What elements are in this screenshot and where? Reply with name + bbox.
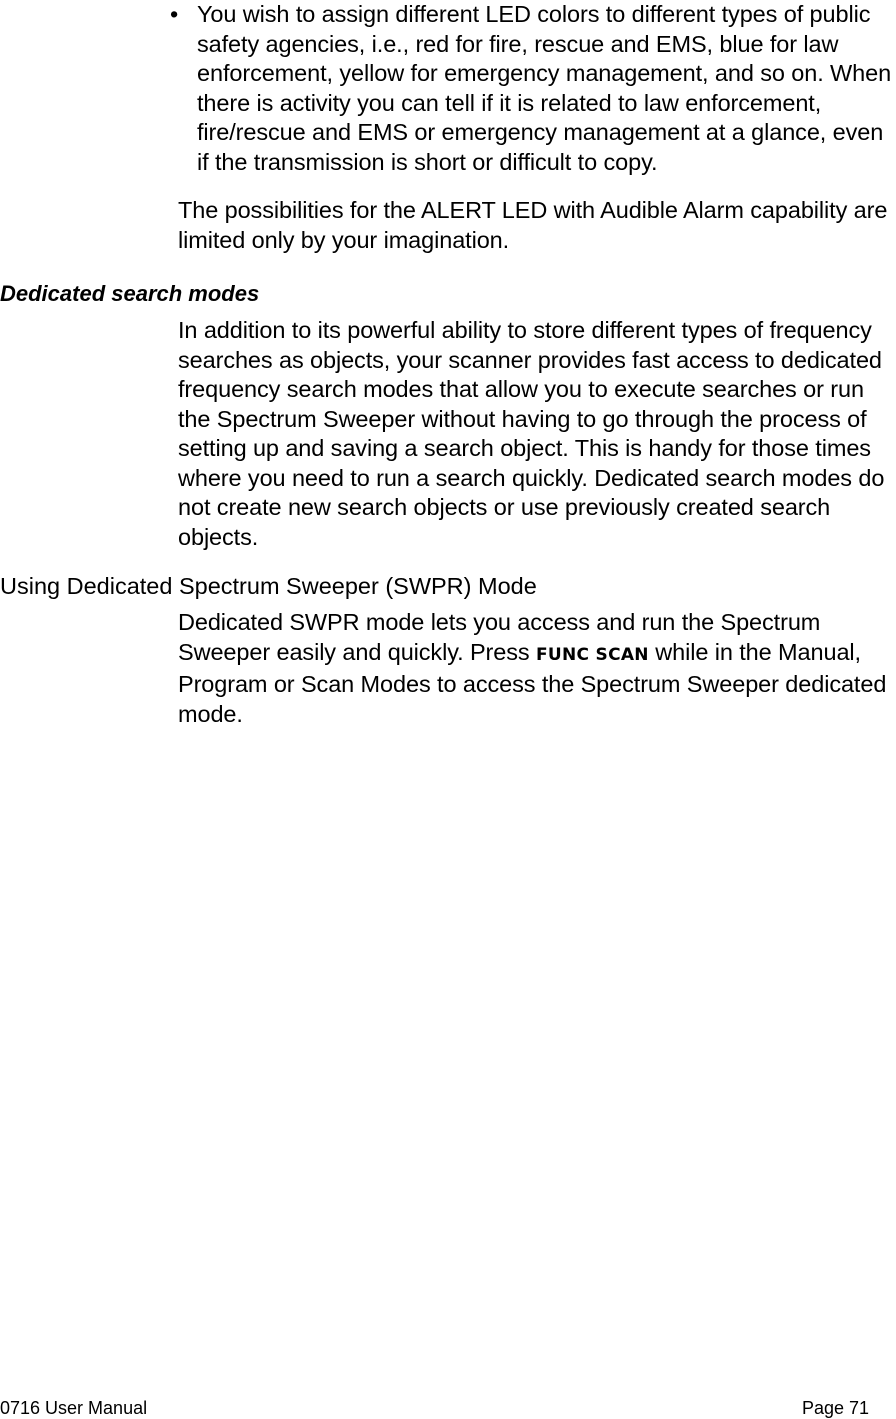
section-heading: Dedicated search modes — [0, 281, 260, 306]
swpr-text-before: Dedicated SWPR mode lets you access and run the Spectrum Sweeper easily and quickly. Press — [178, 609, 821, 665]
possibilities-paragraph: The possibilities for the ALERT LED with Audible Alarm capability are limited only by your imagination. — [178, 197, 888, 253]
swpr-text-after: while in the Manual, Program or Scan Modes to access the Spectrum Sweeper dedicated mode. — [178, 638, 887, 727]
subsection-heading: Using Dedicated Spectrum Sweeper (SWPR) Mode — [0, 573, 537, 599]
swpr-paragraph — [178, 608, 896, 729]
dedicated-search-paragraph: In addition to its powerful ability to store different types of frequency searches as objects, your scanner provides fast access to dedicated frequency search modes that allow you to execute searches or run the Spectrum Sweeper without having to go through the process of setting up and saving a search object. This is handy for those times where you need to run a search quickly. Dedicated search modes do not create new search objects or use previously created search objects. — [178, 317, 885, 550]
bullet-text: You wish to assign different LED colors to different types of public safety agencies, i.e., red for fire, rescue and EMS, blue for law enforcement, yellow for emergency management, and so on. When there is activity you can tell if it is related to law enforcement, fire/rescue and EMS or emergency management at a glance, even if the transmission is short or difficult to copy. — [197, 1, 892, 175]
bullet-marker: • — [170, 1, 179, 27]
footer-manual-title: 0716 User Manual — [0, 1398, 148, 1418]
footer-page-number: Page 71 — [801, 1398, 869, 1418]
func-scan-keys: FUNC SCAN — [535, 644, 649, 665]
